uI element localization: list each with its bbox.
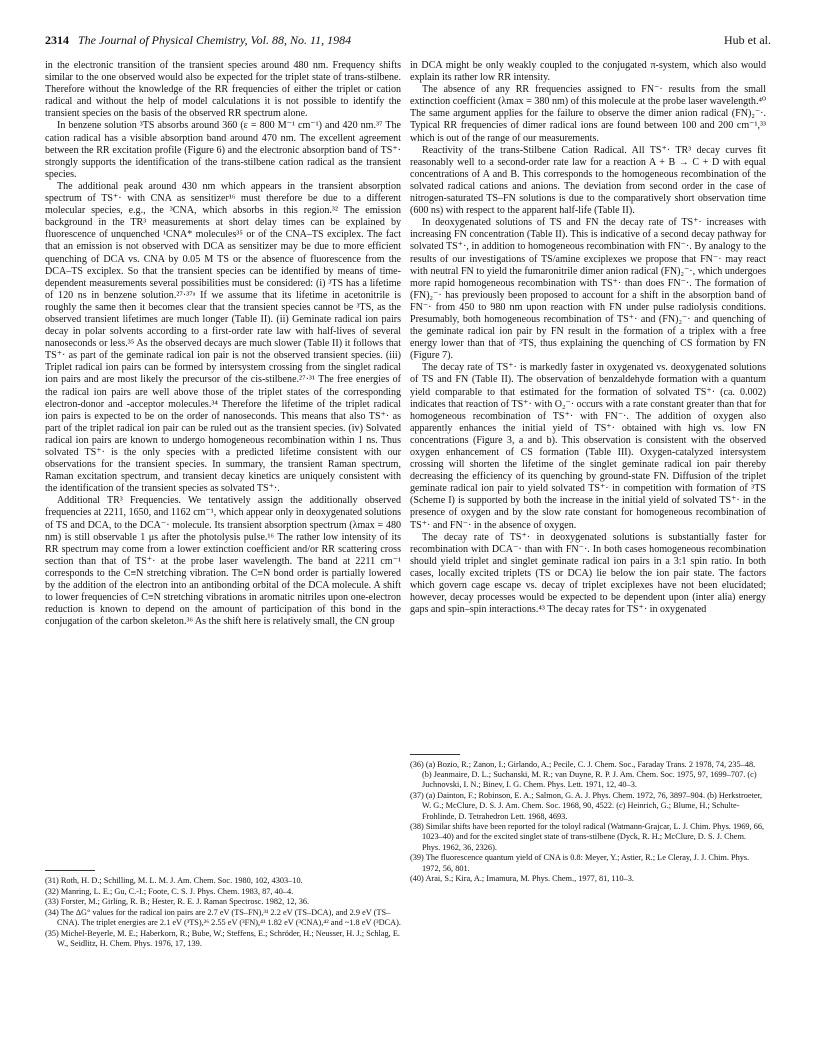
body-paragraph: The absence of any RR frequencies assigned to FN⁻· results from the small extinction coefficient (λmax = 380 nm) of this molecule at the probe laser wavelength.⁴⁰ The same argument applies for the failure to observe the dimer anion radical (FN)₂⁻·. Typical RR frequencies of dimer radical ions are found between 100 and 200 cm⁻¹,³³ which is out of the range of our measurements. — [410, 84, 766, 144]
reference-item: (38) Similar shifts have been reported for the toloyl radical (Watmann-Grajcar, L. J. Chim. Phys. 1969, 66, 1023–40) and for the excited singlet state of trans-stilbene (Dyck, R. H.; McClure, D. S. J. Chem. Phys. 1962, 36, 2326). — [410, 822, 765, 852]
running-authors: Hub et al. — [724, 33, 771, 47]
body-paragraph: Additional TR³ Frequencies. We tentatively assign the additionally observed frequencies at 2211, 1650, and 1162 cm⁻¹, which appear only in deoxygenated solutions of TS and DCA, to the DCA⁻· molecule. Its transient absorption spectrum (λmax = 480 nm) is still observable 1 μs after the photolysis pulse.¹⁶ The rather low intensity of its RR spectrum may come from a lower extinction coefficient and/or RR scattering cross section than that of TS⁺· at the probe laser wavelength. The band at 2211 cm⁻¹ corresponds to the C≡N stretching vibration. The C≡N bond order is partially lowered by the addition of the electron into an antibonding orbital of the DCA molecule. A shift to lower frequencies of C≡N stretching vibrations in aromatic nitriles upon one-electron reduction is known to depend on the amount of participation of this bond in the conjugation of the carbon skeleton.³⁶ As the shift here is relatively small, the CN group — [45, 495, 401, 628]
body-paragraph: The decay rate of TS⁺· is markedly faster in oxygenated vs. deoxygenated solutions of TS and FN (Table II). The observation of benzaldehyde formation with a quantum yield comparable to that estimated for the formation of solvated TS⁺· (ca. 0.002) indicates that reaction of TS⁺· with O₂⁻· occurs with a rate constant greater than that for homogeneous recombination of TS⁺· with FN⁻·. The addition of oxygen also apparently enhances the initial yield of TS⁺· obtained with high vs. low FN concentrations (Figure 3, a and b). This observation is consistent with the observed oxygen enhancement of CS formation (Table III). Oxygen-catalyzed intersystem crossing will shorten the lifetime of the singlet geminate radical ion pair thereby decreasing the efficiency of its quenching by ground-state FN. Diffusion of the triplet geminate radical ion pair to yield solvated TS⁺· in competition with formation of ³TS (Scheme I) is supported by both the increase in the initial yield of solvated TS⁺· in the presence of oxygen and by the slow rate constant for homogeneous recombination of TS⁺· and FN⁻· in the absence of oxygen. — [410, 362, 766, 531]
reference-item: (31) Roth, H. D.; Schilling, M. L. M. J. Am. Chem. Soc. 1980, 102, 4303–10. — [45, 876, 303, 885]
body-paragraph: In deoxygenated solutions of TS and FN the decay rate of TS⁺· increases with increasing FN concentration (Table II). This is indicative of a second decay pathway for solvated TS⁺·, in addition to homogeneous recombination with FN⁻·. By analogy to the results of our investigations of TS/amine exciplexes we propose that FN⁻· may react with neutral FN to yield the fumaronitrile dimer anion radical (FN)₂⁻·, which undergoes more rapid homogeneous recombination with TS⁺· than does FN⁻·. The formation of (FN)₂⁻· has previously been proposed to account for a shift in the absorption band of FN⁻· from 450 to 980 nm upon reaction with FN under pulse radiolysis conditions. Presumably, both homogeneous recombination of TS⁺· and (FN)₂⁻· and quenching of the geminate radical ion pair by FN result in the formation of a triplex with a free energy lower than that of ³TS, thus explaining the quenching of CS formation by FN (Figure 7). — [410, 217, 766, 362]
journal-citation: The Journal of Physical Chemistry, Vol. 88, No. 11, 1984 — [78, 33, 352, 47]
references-left — [45, 876, 401, 950]
footnote-divider — [410, 754, 460, 755]
running-header — [45, 33, 771, 49]
references-right — [410, 760, 766, 885]
body-paragraph: The decay rate of TS⁺· in deoxygenated solutions is substantially faster for recombination with DCA⁻· than with FN⁻·. In both cases homogeneous recombination should yield triplet and singlet geminate radical ion pairs in a 3:1 spin ratio. In both cases, locally excited triplets (TS or DCA) lie below the ion pair state. The factors which govern cage escape vs. decay of triplet exciplexes have not been elucidated; however, decay processes would be expected to be dependent upon (inter alia) energy gaps and spin–spin interactions.⁴³ The decay rates for TS⁺· in oxygenated — [410, 531, 766, 616]
footnote-divider — [45, 870, 95, 871]
page-number: 2314 — [45, 33, 69, 47]
body-paragraph: The additional peak around 430 nm which appears in the transient absorption spectrum of TS⁺· with CNA as sensitizer¹⁶ must therefore be due to a different molecular species, e.g., the ³CNA, which absorbs in this region.³² The emission background in the TR³ measurements at short delay times can be explained by fluorescence of unquenched ¹CNA* molecules³⁵ or of the CNA–TS exciplex. The fact that an emission is not observed with DCA as sensitizer may be due to more efficient quenching of DCA vs. CNA by 0.05 M TS or the absence of fluorescence from the DCA–TS exciplex. So that the transient species can be identified by means of time-dependent measurements several possibilities must be considered: (i) ³TS has a lifetime of 120 ns in benzene solution.²⁷·³⁷ᵃ If we assume that its lifetime in acetonitrile is roughly the same then it becomes clear that the transient species cannot be ³TS, as the observed transient lifetimes are much longer (Table II). (ii) Geminate radical ion pairs decay in polar solvents according to a first-order rate law with half-lives of several nanoseconds or less.³⁵ As the observed decays are much slower (Table II) it follows that TS⁺· as part of the geminate radical ion pair is not the observed transient species. (iii) Triplet radical ion pairs can be formed by intersystem crossing from the singlet radical ion pairs and are most likely the precursor of the cis-stilbene.²⁷·³¹ The free energies of the radical ion pairs are well above those of the triplet states of the corresponding electron-donor and -acceptor molecules.³⁴ Therefore the lifetime of the triplet radical ion pairs is expected to be on the order of nanoseconds. This means that also TS⁺· as part of the triplet radical ion pair can be ruled out as the transient species. (iv) Solvated radical ion pairs are known to undergo homogeneous recombination within 1 ns. Thus solvated TS⁺· is the only species with a predicted lifetime consistent with our observations for the transient species. In summary, the transient Raman spectrum, Raman excitation spectrum, and transient decay kinetics are uniquely consistent with the identification of the transient species as solvated TS⁺·. — [45, 180, 401, 495]
right-column — [410, 60, 766, 616]
reference-item: (35) Michel-Beyerle, M. E.; Haberkorn, R.; Bube, W.; Steffens, E.; Schröder, H.; Neusser, H. J.; Schlag, E. W., Seidlitz, H. Chem. Phys. 1976, 17, 139. — [45, 929, 400, 949]
reference-item: (36) (a) Bozio, R.; Zanon, I.; Girlando, A.; Pecile, C. J. Chem. Soc., Faraday Trans. 2 1978, 74, 235–48. (b) Jeanmaire, D. L.; Suchanski, M. R.; van Duyne, R. P. J. Am. Chem. Soc. 1975, 97, 1699–707. (c) Juchnovski, I. N.; Binev, I. G. Chem. Phys. Lett. 1971, 12, 40–3. — [410, 760, 757, 790]
reference-item: (37) (a) Dainton, F.; Robinson, E. A.; Salmon, G. A. J. Phys. Chem. 1972, 76, 3897–904. (b) Herkstroeter, W. G.; McClure, D. S. J. Am. Chem. Soc. 1968, 90, 4522. (c) Heinrich, G.; Blume, H.; Schulte-Frohlinde, D. Tetrahedron Lett. 1968, 4693. — [410, 791, 763, 821]
body-paragraph: In benzene solution ³TS absorbs around 360 (ε = 800 M⁻¹ cm⁻¹) and 420 nm.³⁷ The cation radical has a visible absorption band around 470 nm. The excellent agreement between the RR excitation profile (Figure 6) and the electronic absorption band of TS⁺· strongly supports the identification of the trans-stilbene cation radical as the transient species. — [45, 120, 401, 180]
body-paragraph: in DCA might be only weakly coupled to the conjugated π-system, which also would explain its rather low RR intensity. — [410, 60, 766, 84]
reference-item: (34) The ΔG° values for the radical ion pairs are 2.7 eV (TS–FN),³¹ 2.2 eV (TS–DCA), and 2.9 eV (TS–CNA). The triplet energies are 2.1 eV (³TS),²⁶ 2.55 eV (³FN),⁴¹ 1.82 eV (³CNA),⁴² and ~1.8 eV (³DCA). — [45, 908, 401, 928]
body-paragraph: in the electronic transition of the transient species around 480 nm. Frequency shifts similar to the one observed would also be expected for the triplet state of trans-stilbene. Therefore without the knowledge of the RR frequencies of either the triplet or cation radical and without the help of model calculations it is not possible to identify the transient species on the basis of the observed RR spectrum alone. — [45, 60, 401, 120]
body-paragraph: Reactivity of the trans-Stilbene Cation Radical. All TS⁺· TR³ decay curves fit reasonably well to a second-order rate law for a reaction A + B → C + D with equal concentrations of A and B. This corresponds to the homogeneous recombination of the solvated radical cations and anions. The deviation from second order in the case of nitrogen-saturated TS–FN solutions is due to the comparatively short observation time (600 ns) with respect to the apparent half-life (Table II). — [410, 144, 766, 217]
reference-item: (39) The fluorescence quantum yield of CNA is 0.8: Meyer, Y.; Astier, R.; Le Cleray, J. J. Chim. Phys. 1972, 56, 801. — [410, 853, 750, 873]
reference-item: (32) Manring, L. E.; Gu, C.-I.; Foote, C. S. J. Phys. Chem. 1983, 87, 40–4. — [45, 886, 294, 896]
reference-item: (33) Forster, M.; Girling, R. B.; Hester, R. E. J. Raman Spectrosc. 1982, 12, 36. — [45, 897, 310, 907]
reference-item: (40) Arai, S.; Kira, A.; Imamura, M. Phys. Chem., 1977, 81, 110–3. — [410, 874, 634, 884]
left-column — [45, 60, 401, 628]
